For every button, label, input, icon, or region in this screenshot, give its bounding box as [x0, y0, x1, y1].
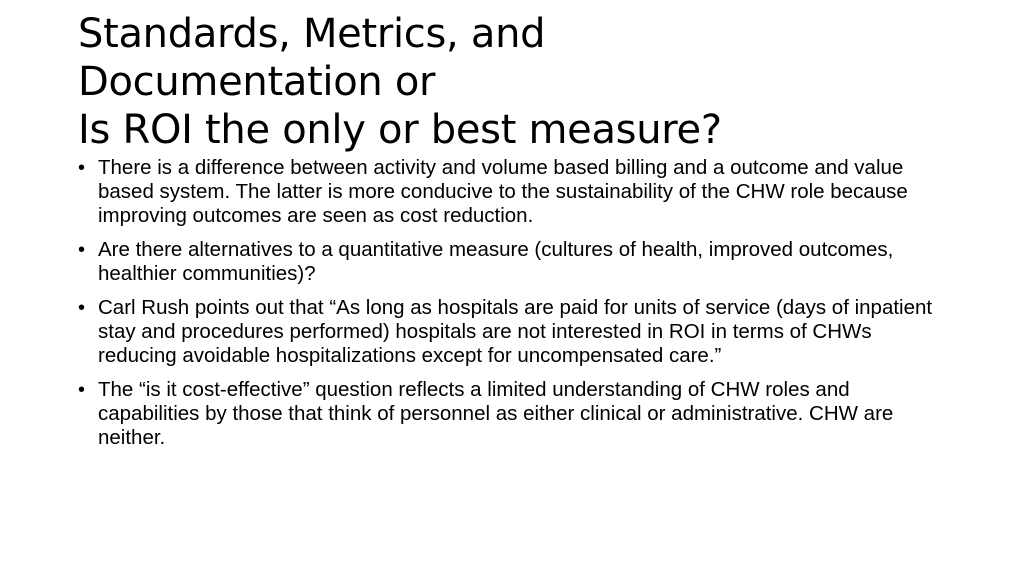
bullet-text: There is a difference between activity and volume based billing and a outcome and value based system. The latter is more conducive to the sustainability of the CHW role because improving outcomes are seen as cost reduction.: [98, 156, 908, 227]
slide-title: [78, 10, 958, 154]
bullet-item: [78, 378, 948, 450]
bullet-dot-icon: •: [78, 379, 86, 401]
slide-title-line-2: Documentation or: [78, 59, 436, 105]
slide-title-line-3: Is ROI the only or best measure?: [78, 107, 722, 153]
slide-title-line-1: Standards, Metrics, and: [78, 11, 546, 57]
bullet-list: [78, 156, 948, 460]
bullet-item: [78, 156, 948, 228]
bullet-dot-icon: •: [78, 239, 86, 261]
bullet-dot-icon: •: [78, 297, 86, 319]
bullet-text: The “is it cost-effective” question reflects a limited understanding of CHW roles and capabilities by those that think of personnel as either clinical or administrative. CHW are neither.: [98, 378, 894, 449]
bullet-text: Are there alternatives to a quantitative measure (cultures of health, improved outcomes, healthier communities)?: [98, 238, 894, 285]
bullet-item: [78, 238, 948, 286]
bullet-text: Carl Rush points out that “As long as hospitals are paid for units of service (days of inpatient stay and procedures performed) hospitals are not interested in ROI in terms of CHWs reducing avoidable hospitalizations except for uncompensated care.”: [98, 296, 933, 367]
bullet-item: [78, 296, 948, 368]
bullet-dot-icon: •: [78, 157, 86, 179]
